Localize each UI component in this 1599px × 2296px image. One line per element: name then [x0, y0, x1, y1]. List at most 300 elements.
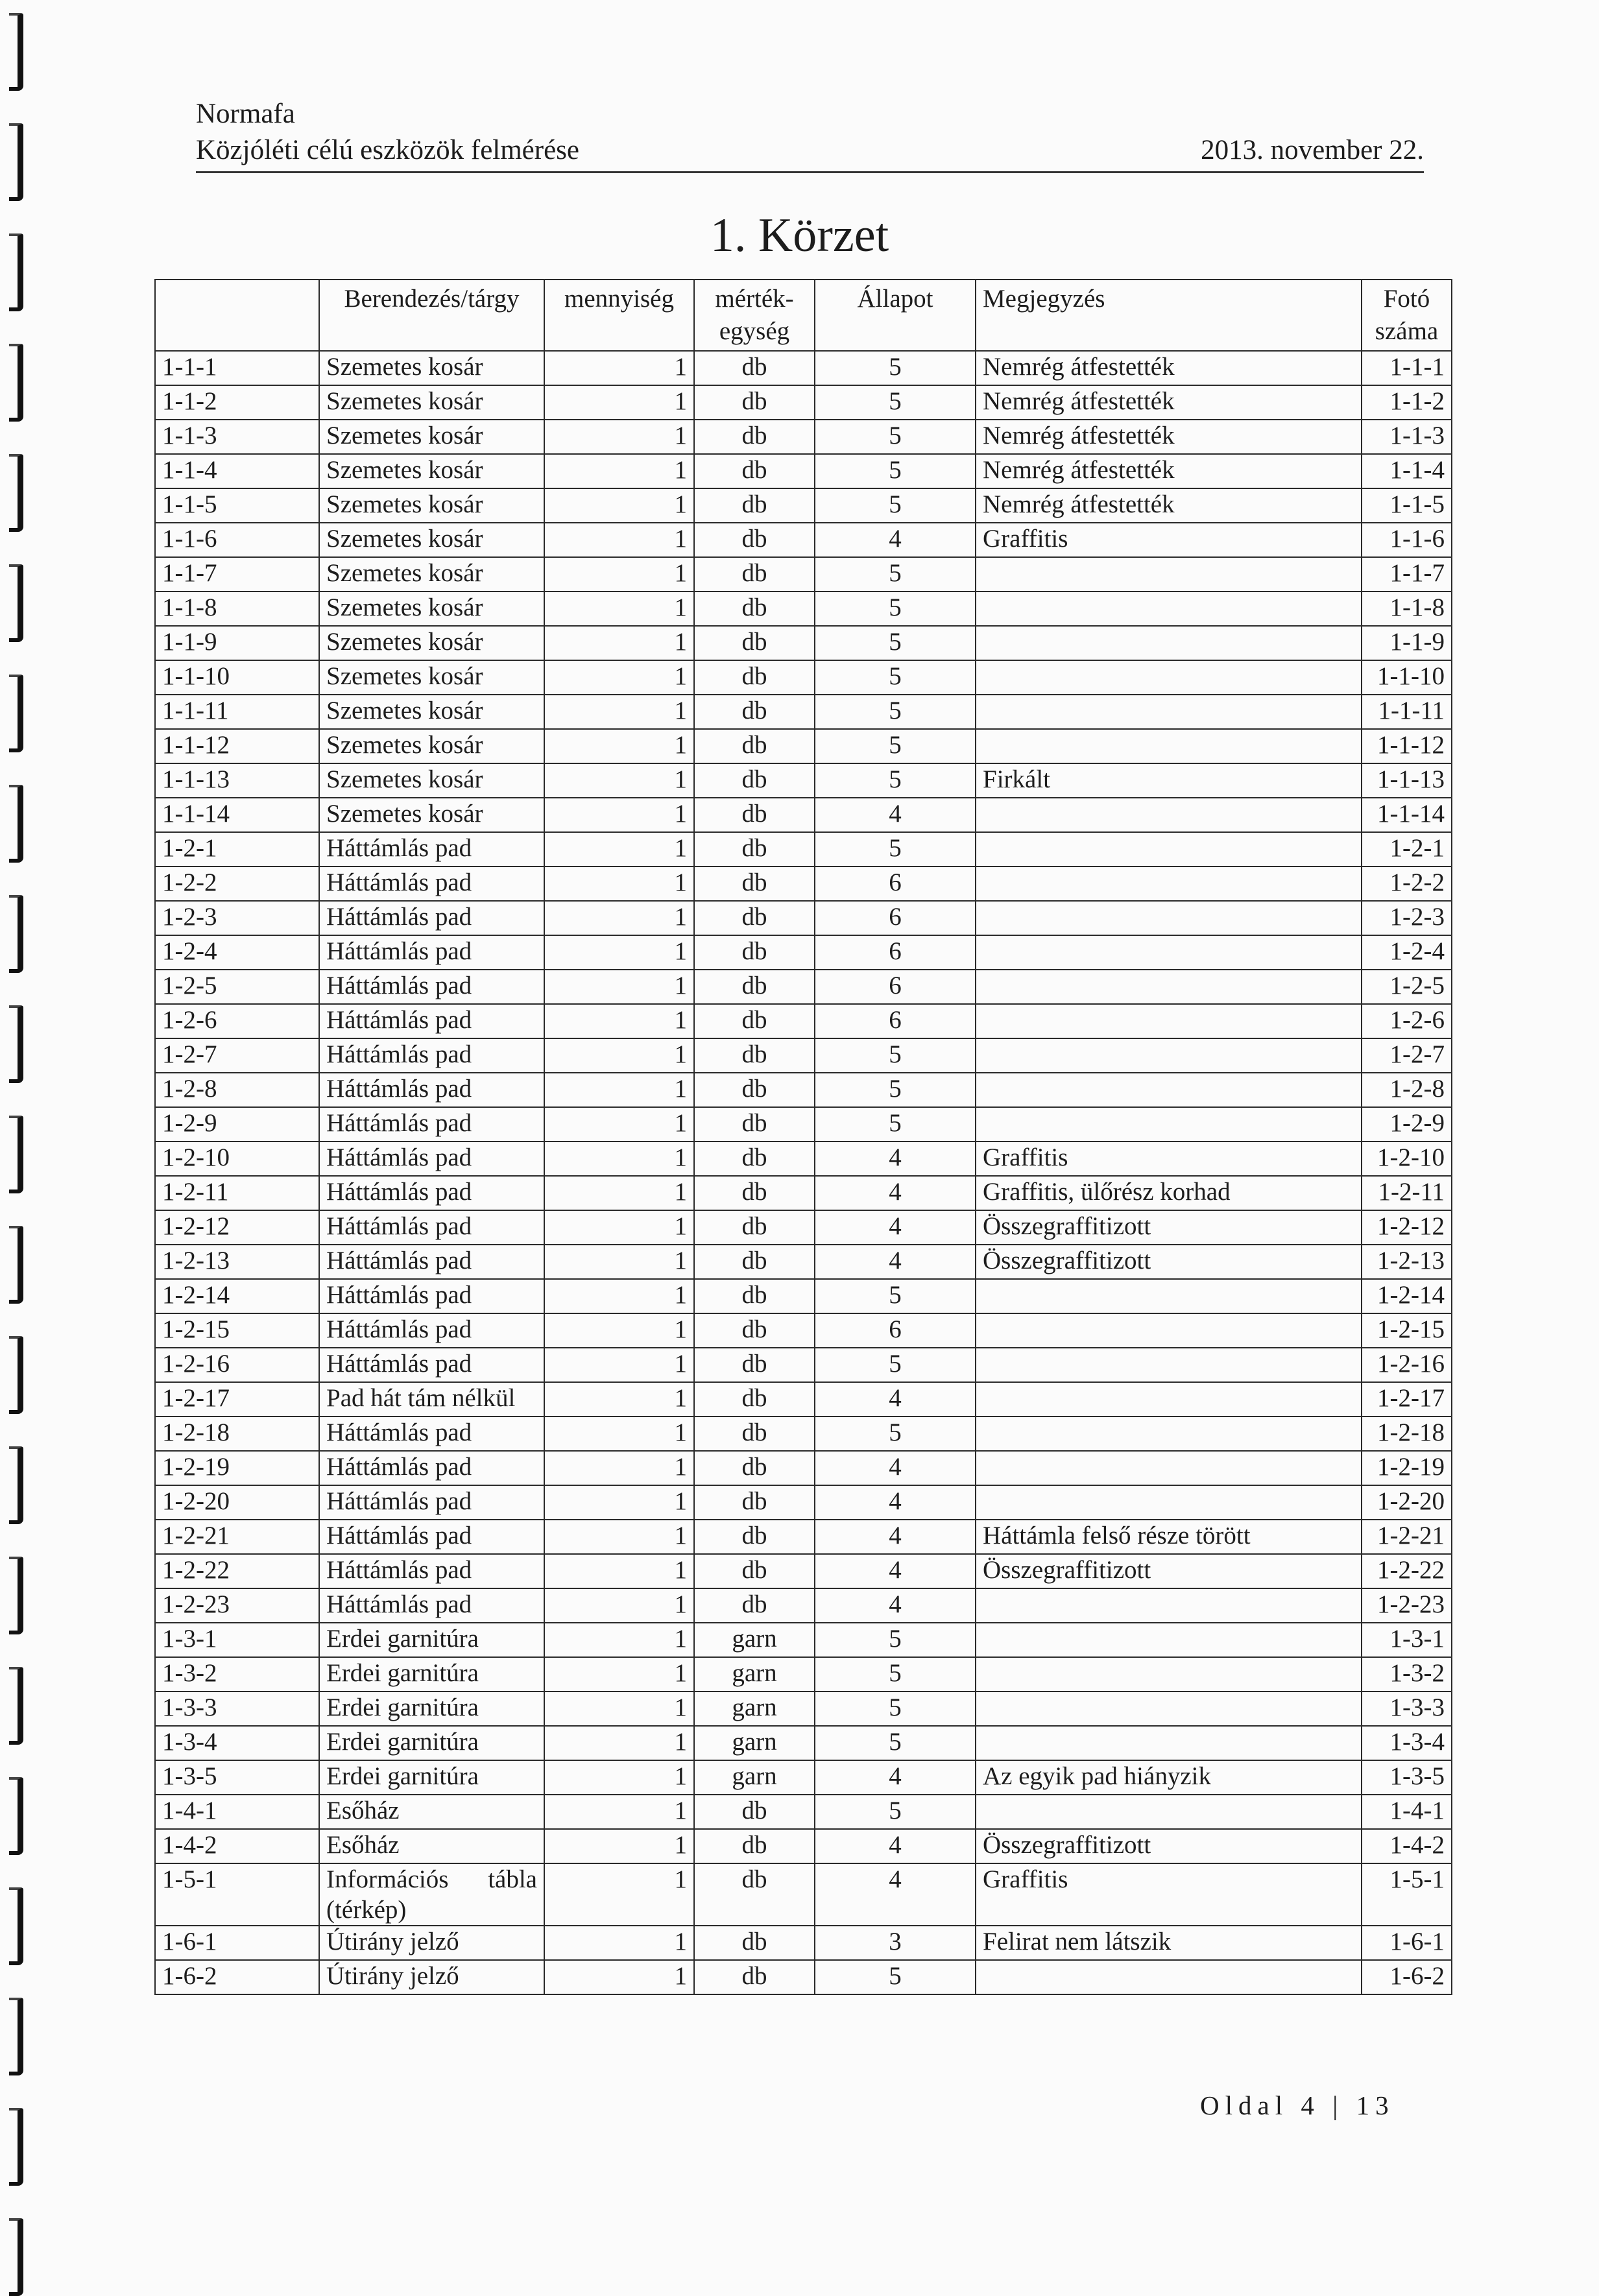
- cell-item: Esőház: [319, 1829, 544, 1863]
- binding-ring: [9, 564, 23, 642]
- cell-state: 5: [815, 1107, 976, 1142]
- cell-unit: db: [694, 660, 815, 695]
- cell-photo: 1-2-4: [1362, 935, 1452, 970]
- cell-qty: 1: [544, 970, 694, 1004]
- table-row: [155, 832, 1452, 867]
- cell-photo: 1-2-8: [1362, 1073, 1452, 1107]
- cell-id: 1-2-7: [155, 1038, 319, 1073]
- cell-photo: 1-2-21: [1362, 1520, 1452, 1554]
- cell-qty: 1: [544, 1588, 694, 1623]
- cell-id: 1-1-8: [155, 592, 319, 626]
- cell-id: 1-2-1: [155, 832, 319, 867]
- cell-item: Háttámlás pad: [319, 1004, 544, 1038]
- table-row: [155, 729, 1452, 763]
- cell-note: [976, 832, 1362, 867]
- cell-qty: 1: [544, 1313, 694, 1348]
- cell-state: 5: [815, 1623, 976, 1657]
- cell-id: 1-1-1: [155, 351, 319, 385]
- cell-qty: 1: [544, 1279, 694, 1313]
- cell-note: Az egyik pad hiányzik: [976, 1760, 1362, 1795]
- table-row: [155, 1520, 1452, 1554]
- cell-unit: db: [694, 1520, 815, 1554]
- binding-ring: [9, 1116, 23, 1193]
- cell-item: Információs tábla (térkép): [319, 1863, 544, 1926]
- cell-state: 4: [815, 1142, 976, 1176]
- page-footer: [1200, 2090, 1395, 2121]
- cell-note: [976, 1623, 1362, 1657]
- header-org: Normafa: [196, 99, 295, 129]
- binding-ring: [9, 454, 23, 532]
- cell-photo: 1-1-10: [1362, 660, 1452, 695]
- cell-unit: db: [694, 1142, 815, 1176]
- cell-photo: 1-1-14: [1362, 798, 1452, 832]
- column-header-qty: mennyiség: [544, 280, 694, 351]
- cell-item: Pad hát tám nélkül: [319, 1382, 544, 1417]
- cell-photo: 1-5-1: [1362, 1863, 1452, 1926]
- cell-qty: 1: [544, 1004, 694, 1038]
- cell-unit: db: [694, 557, 815, 592]
- cell-item: Háttámlás pad: [319, 1176, 544, 1210]
- cell-qty: 1: [544, 1245, 694, 1279]
- cell-state: 4: [815, 1520, 976, 1554]
- cell-state: 4: [815, 1382, 976, 1417]
- cell-photo: 1-2-5: [1362, 970, 1452, 1004]
- cell-photo: 1-1-3: [1362, 420, 1452, 454]
- cell-id: 1-1-2: [155, 385, 319, 420]
- cell-note: Összegraffitizott: [976, 1210, 1362, 1245]
- cell-unit: db: [694, 1926, 815, 1960]
- header-date: 2013. november 22.: [1201, 135, 1424, 165]
- cell-state: 5: [815, 1726, 976, 1760]
- cell-photo: 1-3-3: [1362, 1692, 1452, 1726]
- cell-qty: 1: [544, 1960, 694, 1994]
- cell-item: Háttámlás pad: [319, 935, 544, 970]
- cell-qty: 1: [544, 1926, 694, 1960]
- cell-id: 1-2-12: [155, 1210, 319, 1245]
- cell-note: [976, 1038, 1362, 1073]
- cell-id: 1-1-11: [155, 695, 319, 729]
- inventory-table: [154, 279, 1452, 1995]
- binding-ring: [9, 1446, 23, 1524]
- cell-photo: 1-4-2: [1362, 1829, 1452, 1863]
- cell-photo: 1-2-17: [1362, 1382, 1452, 1417]
- cell-id: 1-2-20: [155, 1485, 319, 1520]
- cell-qty: 1: [544, 1657, 694, 1692]
- cell-state: 5: [815, 488, 976, 523]
- cell-photo: 1-2-20: [1362, 1485, 1452, 1520]
- cell-state: 5: [815, 1279, 976, 1313]
- table-row: [155, 454, 1452, 488]
- cell-id: 1-2-17: [155, 1382, 319, 1417]
- cell-qty: 1: [544, 1829, 694, 1863]
- cell-id: 1-1-12: [155, 729, 319, 763]
- cell-id: 1-2-5: [155, 970, 319, 1004]
- table-row: [155, 1313, 1452, 1348]
- cell-note: [976, 1004, 1362, 1038]
- cell-note: [976, 695, 1362, 729]
- cell-id: 1-1-9: [155, 626, 319, 660]
- cell-state: 4: [815, 523, 976, 557]
- column-header-unit: [694, 280, 815, 351]
- cell-id: 1-6-2: [155, 1960, 319, 1994]
- header-divider: [196, 171, 1424, 173]
- cell-state: 5: [815, 454, 976, 488]
- cell-photo: 1-2-7: [1362, 1038, 1452, 1073]
- cell-id: 1-2-2: [155, 867, 319, 901]
- cell-note: [976, 1692, 1362, 1726]
- cell-photo: 1-2-18: [1362, 1417, 1452, 1451]
- table-row: [155, 1004, 1452, 1038]
- cell-id: 1-2-21: [155, 1520, 319, 1554]
- cell-photo: 1-1-7: [1362, 557, 1452, 592]
- page-header: [196, 96, 1424, 169]
- cell-qty: 1: [544, 763, 694, 798]
- binding-ring: [9, 344, 23, 422]
- cell-qty: 1: [544, 901, 694, 935]
- cell-photo: 1-2-9: [1362, 1107, 1452, 1142]
- cell-item: Háttámlás pad: [319, 1554, 544, 1588]
- cell-note: [976, 1657, 1362, 1692]
- cell-qty: 1: [544, 1726, 694, 1760]
- cell-item: Útirány jelző: [319, 1960, 544, 1994]
- cell-unit: db: [694, 1348, 815, 1382]
- cell-unit: db: [694, 1382, 815, 1417]
- cell-unit: db: [694, 1176, 815, 1210]
- cell-photo: 1-2-13: [1362, 1245, 1452, 1279]
- cell-unit: db: [694, 626, 815, 660]
- cell-qty: 1: [544, 1451, 694, 1485]
- cell-note: Nemrég átfestették: [976, 488, 1362, 523]
- table-row: [155, 1348, 1452, 1382]
- cell-item: Háttámlás pad: [319, 1073, 544, 1107]
- cell-photo: 1-1-5: [1362, 488, 1452, 523]
- cell-photo: 1-3-5: [1362, 1760, 1452, 1795]
- table-row: [155, 1726, 1452, 1760]
- table-row: [155, 1142, 1452, 1176]
- spiral-binding: [0, 0, 39, 2276]
- cell-item: Erdei garnitúra: [319, 1657, 544, 1692]
- cell-note: Háttámla felső része törött: [976, 1520, 1362, 1554]
- cell-item: Szemetes kosár: [319, 592, 544, 626]
- cell-item: Háttámlás pad: [319, 1279, 544, 1313]
- cell-photo: 1-1-6: [1362, 523, 1452, 557]
- column-header-unit-text: mérték-egység: [715, 285, 794, 345]
- cell-unit: db: [694, 1795, 815, 1829]
- cell-state: 6: [815, 935, 976, 970]
- cell-photo: 1-3-4: [1362, 1726, 1452, 1760]
- binding-ring: [9, 13, 23, 91]
- cell-photo: 1-1-9: [1362, 626, 1452, 660]
- cell-note: [976, 1417, 1362, 1451]
- cell-item: Háttámlás pad: [319, 1210, 544, 1245]
- cell-unit: db: [694, 1588, 815, 1623]
- cell-note: [976, 1726, 1362, 1760]
- cell-id: 1-3-1: [155, 1623, 319, 1657]
- cell-unit: db: [694, 1829, 815, 1863]
- table-row: [155, 1485, 1452, 1520]
- cell-qty: 1: [544, 1382, 694, 1417]
- cell-qty: 1: [544, 1485, 694, 1520]
- cell-qty: 1: [544, 729, 694, 763]
- table-row: [155, 351, 1452, 385]
- cell-item: Erdei garnitúra: [319, 1623, 544, 1657]
- cell-note: Graffitis: [976, 1142, 1362, 1176]
- cell-state: 5: [815, 557, 976, 592]
- cell-qty: 1: [544, 1760, 694, 1795]
- cell-photo: 1-1-13: [1362, 763, 1452, 798]
- cell-item: Szemetes kosár: [319, 798, 544, 832]
- cell-photo: 1-3-2: [1362, 1657, 1452, 1692]
- cell-photo: 1-2-12: [1362, 1210, 1452, 1245]
- cell-unit: db: [694, 867, 815, 901]
- cell-unit: db: [694, 695, 815, 729]
- cell-qty: 1: [544, 1210, 694, 1245]
- cell-unit: db: [694, 1245, 815, 1279]
- binding-ring: [9, 1998, 23, 2075]
- cell-qty: 1: [544, 695, 694, 729]
- table-row: [155, 695, 1452, 729]
- cell-note: [976, 1313, 1362, 1348]
- cell-state: 5: [815, 592, 976, 626]
- cell-qty: 1: [544, 454, 694, 488]
- cell-note: [976, 1795, 1362, 1829]
- cell-photo: 1-1-2: [1362, 385, 1452, 420]
- cell-qty: 1: [544, 351, 694, 385]
- cell-id: 1-1-5: [155, 488, 319, 523]
- header-subtitle: Közjóléti célú eszközök felmérése: [196, 135, 579, 165]
- cell-item: Szemetes kosár: [319, 557, 544, 592]
- cell-photo: 1-2-3: [1362, 901, 1452, 935]
- cell-item: Szemetes kosár: [319, 420, 544, 454]
- cell-state: 4: [815, 1760, 976, 1795]
- cell-id: 1-3-3: [155, 1692, 319, 1726]
- cell-state: 5: [815, 1073, 976, 1107]
- cell-item: Szemetes kosár: [319, 660, 544, 695]
- cell-unit: db: [694, 832, 815, 867]
- cell-note: [976, 1485, 1362, 1520]
- column-header-id: [155, 280, 319, 351]
- cell-photo: 1-2-22: [1362, 1554, 1452, 1588]
- table-row: [155, 1863, 1452, 1926]
- cell-unit: db: [694, 1107, 815, 1142]
- cell-item: Háttámlás pad: [319, 1107, 544, 1142]
- cell-unit: db: [694, 592, 815, 626]
- cell-item: Szemetes kosár: [319, 488, 544, 523]
- cell-item: Erdei garnitúra: [319, 1692, 544, 1726]
- cell-note: Összegraffitizott: [976, 1829, 1362, 1863]
- cell-note: [976, 1279, 1362, 1313]
- cell-id: 1-1-10: [155, 660, 319, 695]
- cell-qty: 1: [544, 660, 694, 695]
- cell-unit: db: [694, 901, 815, 935]
- cell-note: Nemrég átfestették: [976, 385, 1362, 420]
- cell-item: Szemetes kosár: [319, 351, 544, 385]
- binding-ring: [9, 123, 23, 201]
- cell-state: 5: [815, 626, 976, 660]
- table-row: [155, 1692, 1452, 1726]
- cell-qty: 1: [544, 1176, 694, 1210]
- cell-item: Erdei garnitúra: [319, 1726, 544, 1760]
- cell-state: 4: [815, 1210, 976, 1245]
- cell-unit: db: [694, 523, 815, 557]
- cell-qty: 1: [544, 1863, 694, 1926]
- binding-ring: [9, 1226, 23, 1304]
- column-header-photo: [1362, 280, 1452, 351]
- cell-state: 4: [815, 1588, 976, 1623]
- cell-note: Összegraffitizott: [976, 1554, 1362, 1588]
- cell-photo: 1-2-15: [1362, 1313, 1452, 1348]
- cell-note: [976, 935, 1362, 970]
- cell-id: 1-1-4: [155, 454, 319, 488]
- table-row: [155, 523, 1452, 557]
- cell-state: 6: [815, 867, 976, 901]
- table-row: [155, 1245, 1452, 1279]
- table-row: [155, 1554, 1452, 1588]
- cell-state: 6: [815, 1004, 976, 1038]
- table-row: [155, 798, 1452, 832]
- cell-qty: 1: [544, 1795, 694, 1829]
- cell-unit: db: [694, 488, 815, 523]
- cell-qty: 1: [544, 1073, 694, 1107]
- cell-photo: 1-1-12: [1362, 729, 1452, 763]
- cell-id: 1-2-18: [155, 1417, 319, 1451]
- binding-ring: [9, 2218, 23, 2296]
- cell-qty: 1: [544, 1348, 694, 1382]
- table-header-row: [155, 280, 1452, 351]
- cell-unit: garn: [694, 1760, 815, 1795]
- binding-ring: [9, 1887, 23, 1965]
- binding-ring: [9, 1777, 23, 1855]
- cell-id: 1-3-4: [155, 1726, 319, 1760]
- cell-item: Szemetes kosár: [319, 695, 544, 729]
- page-title: 1. Körzet: [710, 209, 889, 262]
- cell-qty: 1: [544, 1554, 694, 1588]
- table-row: [155, 592, 1452, 626]
- cell-qty: 1: [544, 488, 694, 523]
- cell-state: 5: [815, 660, 976, 695]
- cell-note: Nemrég átfestették: [976, 454, 1362, 488]
- cell-id: 1-1-14: [155, 798, 319, 832]
- cell-unit: db: [694, 1073, 815, 1107]
- cell-state: 4: [815, 1451, 976, 1485]
- cell-unit: db: [694, 1279, 815, 1313]
- cell-id: 1-2-22: [155, 1554, 319, 1588]
- binding-ring: [9, 2108, 23, 2186]
- footer-page-number: 4: [1301, 2090, 1320, 2120]
- table-row: [155, 557, 1452, 592]
- table-row: [155, 420, 1452, 454]
- cell-photo: 1-6-2: [1362, 1960, 1452, 1994]
- cell-note: Nemrég átfestették: [976, 351, 1362, 385]
- cell-item: Háttámlás pad: [319, 832, 544, 867]
- cell-state: 4: [815, 1863, 976, 1926]
- footer-separator: |: [1332, 2090, 1344, 2120]
- cell-item: Háttámlás pad: [319, 970, 544, 1004]
- column-header-state: Állapot: [815, 280, 976, 351]
- cell-state: 5: [815, 351, 976, 385]
- cell-item: Háttámlás pad: [319, 1038, 544, 1073]
- table-row: [155, 1657, 1452, 1692]
- cell-note: [976, 1960, 1362, 1994]
- cell-unit: db: [694, 763, 815, 798]
- cell-unit: db: [694, 1863, 815, 1926]
- cell-unit: garn: [694, 1623, 815, 1657]
- table-row: [155, 1210, 1452, 1245]
- cell-state: 5: [815, 1960, 976, 1994]
- cell-unit: db: [694, 1960, 815, 1994]
- cell-photo: 1-3-1: [1362, 1623, 1452, 1657]
- cell-note: [976, 660, 1362, 695]
- binding-ring: [9, 1667, 23, 1745]
- cell-id: 1-4-1: [155, 1795, 319, 1829]
- cell-item: Háttámlás pad: [319, 1142, 544, 1176]
- cell-photo: 1-1-8: [1362, 592, 1452, 626]
- cell-item: Háttámlás pad: [319, 1245, 544, 1279]
- cell-unit: garn: [694, 1657, 815, 1692]
- cell-photo: 1-2-16: [1362, 1348, 1452, 1382]
- cell-state: 6: [815, 1313, 976, 1348]
- table-row: [155, 1038, 1452, 1073]
- cell-photo: 1-2-19: [1362, 1451, 1452, 1485]
- cell-note: [976, 1451, 1362, 1485]
- table-row: [155, 626, 1452, 660]
- table-row: [155, 763, 1452, 798]
- cell-id: 1-2-11: [155, 1176, 319, 1210]
- cell-note: Felirat nem látszik: [976, 1926, 1362, 1960]
- cell-state: 5: [815, 385, 976, 420]
- cell-qty: 1: [544, 1038, 694, 1073]
- cell-state: 4: [815, 1554, 976, 1588]
- cell-qty: 1: [544, 867, 694, 901]
- cell-unit: garn: [694, 1692, 815, 1726]
- cell-note: Graffitis, ülőrész korhad: [976, 1176, 1362, 1210]
- cell-unit: db: [694, 729, 815, 763]
- cell-item: Háttámlás pad: [319, 1348, 544, 1382]
- cell-state: 4: [815, 1829, 976, 1863]
- cell-item: Háttámlás pad: [319, 1588, 544, 1623]
- table-row: [155, 1073, 1452, 1107]
- table-row: [155, 1623, 1452, 1657]
- table-row: [155, 1382, 1452, 1417]
- cell-unit: db: [694, 1313, 815, 1348]
- cell-state: 4: [815, 1245, 976, 1279]
- cell-item: Szemetes kosár: [319, 729, 544, 763]
- cell-qty: 1: [544, 626, 694, 660]
- cell-item: Háttámlás pad: [319, 1451, 544, 1485]
- cell-note: [976, 592, 1362, 626]
- table-row: [155, 660, 1452, 695]
- cell-unit: db: [694, 1038, 815, 1073]
- cell-qty: 1: [544, 1142, 694, 1176]
- cell-state: 6: [815, 970, 976, 1004]
- cell-unit: db: [694, 454, 815, 488]
- footer-total-pages: 13: [1356, 2090, 1395, 2120]
- cell-id: 1-2-13: [155, 1245, 319, 1279]
- cell-note: [976, 970, 1362, 1004]
- cell-unit: db: [694, 798, 815, 832]
- cell-note: [976, 1382, 1362, 1417]
- cell-photo: 1-2-10: [1362, 1142, 1452, 1176]
- footer-page-label: Oldal: [1200, 2090, 1289, 2120]
- cell-id: 1-2-23: [155, 1588, 319, 1623]
- table-row: [155, 1279, 1452, 1313]
- cell-unit: db: [694, 1004, 815, 1038]
- cell-state: 4: [815, 1485, 976, 1520]
- cell-item: Útirány jelző: [319, 1926, 544, 1960]
- cell-state: 5: [815, 1417, 976, 1451]
- cell-qty: 1: [544, 832, 694, 867]
- binding-ring: [9, 1557, 23, 1634]
